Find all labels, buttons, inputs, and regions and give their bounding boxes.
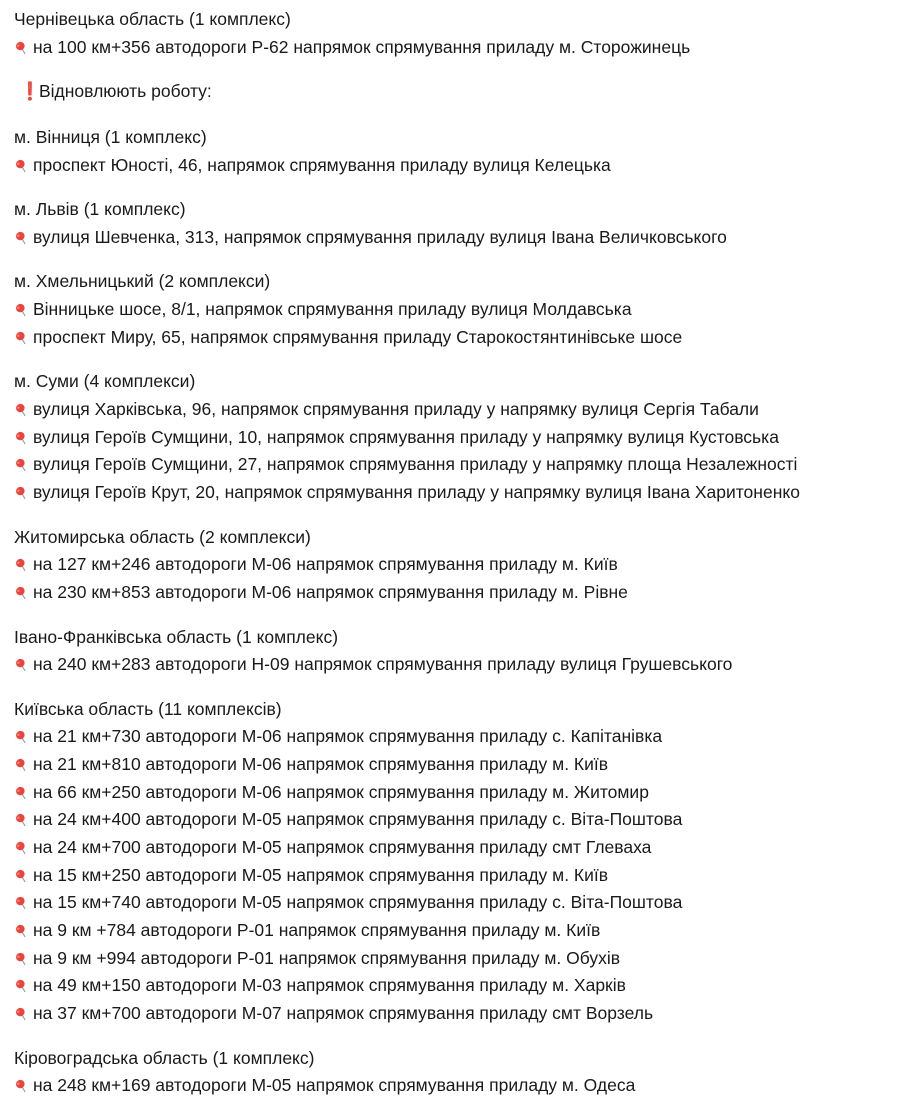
round-pushpin-icon: [14, 978, 33, 996]
region-block: [14, 624, 891, 679]
location-text: на 9 км +994 автодороги Р-01 напрямок спрямування приладу м. Обухів: [33, 947, 621, 968]
title-text: Кіровоградська область (1 комплекс): [14, 1047, 315, 1068]
location-item: [14, 396, 891, 424]
round-pushpin-icon: [14, 895, 33, 913]
region-block: [14, 524, 891, 607]
round-pushpin-icon: [14, 840, 33, 858]
region-title: [14, 624, 891, 652]
location-item: [14, 779, 891, 807]
location-text: проспект Миру, 65, напрямок спрямування приладу Старокостянтинівське шосе: [33, 326, 683, 347]
location-text: вулиця Героїв Сумщини, 10, напрямок спрямування приладу у напрямку вулиця Кустовська: [33, 426, 779, 447]
title-text: Відновлюють роботу:: [39, 81, 212, 102]
round-pushpin-icon: [14, 812, 33, 830]
region-block: [14, 6, 891, 61]
location-item: [14, 834, 891, 862]
round-pushpin-icon: [14, 785, 33, 803]
round-pushpin-icon: [14, 1078, 33, 1096]
title-text: м. Суми (4 комплекси): [14, 371, 196, 392]
location-text: вулиця Героїв Сумщини, 27, напрямок спрямування приладу у напрямку площа Незалежності: [33, 454, 798, 475]
region-title: [14, 196, 891, 224]
location-text: на 100 км+356 автодороги Р-62 напрямок спрямування приладу м. Сторожинець: [33, 36, 691, 57]
block-spacer: [14, 607, 891, 624]
region-title: [14, 6, 891, 34]
title-text: м. Хмельницький (2 комплекси): [14, 271, 271, 292]
location-item: [14, 862, 891, 890]
round-pushpin-icon: [14, 868, 33, 886]
location-text: на 15 км+740 автодороги М-05 напрямок спрямування приладу с. Віта-Поштова: [33, 892, 683, 913]
location-text: на 240 км+283 автодороги Н-09 напрямок спрямування приладу вулиця Грушевського: [33, 654, 733, 675]
location-item: [14, 324, 891, 352]
location-text: на 24 км+700 автодороги М-05 напрямок спрямування приладу смт Глеваха: [33, 837, 652, 858]
block-spacer: [14, 1028, 891, 1045]
location-item: [14, 889, 891, 917]
location-text: на 9 км +784 автодороги Р-01 напрямок спрямування приладу м. Київ: [33, 919, 601, 940]
round-pushpin-icon: [14, 923, 33, 941]
location-text: вулиця Героїв Крут, 20, напрямок спрямування приладу у напрямку вулиця Івана Харитоненко: [33, 481, 800, 502]
location-text: на 49 км+150 автодороги М-03 напрямок спрямування приладу м. Харків: [33, 975, 626, 996]
round-pushpin-icon: [14, 430, 33, 448]
location-item: [14, 1072, 891, 1100]
location-item: [14, 751, 891, 779]
round-pushpin-icon: [14, 757, 33, 775]
block-spacer: [14, 179, 891, 196]
location-item: [14, 945, 891, 973]
region-block: [14, 1045, 891, 1100]
location-text: вулиця Харківська, 96, напрямок спрямування приладу у напрямку вулиця Сергія Табали: [33, 399, 759, 420]
block-spacer: [14, 507, 891, 524]
title-text: м. Вінниця (1 комплекс): [14, 126, 207, 147]
location-text: на 21 км+810 автодороги М-06 напрямок спрямування приладу м. Київ: [33, 754, 609, 775]
location-text: на 66 км+250 автодороги М-06 напрямок спрямування приладу м. Житомир: [33, 781, 649, 802]
block-spacer: [14, 61, 891, 78]
round-pushpin-icon: [14, 402, 33, 420]
location-text: на 24 км+400 автодороги М-05 напрямок спрямування приладу с. Віта-Поштова: [33, 809, 683, 830]
location-item: [14, 917, 891, 945]
exclamation-mark-icon: ❗: [19, 82, 41, 103]
region-title: [14, 368, 891, 396]
location-text: на 15 км+250 автодороги М-05 напрямок спрямування приладу м. Київ: [33, 864, 609, 885]
title-text: Житомирська область (2 комплекси): [14, 526, 311, 547]
title-text: м. Львів (1 комплекс): [14, 199, 186, 220]
block-spacer: [14, 251, 891, 268]
round-pushpin-icon: [14, 40, 33, 58]
location-text: проспект Юності, 46, напрямок спрямування приладу вулиця Келецька: [33, 154, 611, 175]
location-item: [14, 479, 891, 507]
location-text: Вінницьке шосе, 8/1, напрямок спрямування приладу вулиця Молдавська: [33, 299, 632, 320]
round-pushpin-icon: [14, 230, 33, 248]
location-item: [14, 551, 891, 579]
round-pushpin-icon: [14, 951, 33, 969]
round-pushpin-icon: [14, 729, 33, 747]
block-spacer: [14, 107, 891, 124]
location-item: [14, 723, 891, 751]
location-item: [14, 296, 891, 324]
round-pushpin-icon: [14, 657, 33, 675]
location-text: на 37 км+700 автодороги М-07 напрямок спрямування приладу смт Ворзель: [33, 1002, 654, 1023]
round-pushpin-icon: [14, 158, 33, 176]
location-item: [14, 579, 891, 607]
region-block: [14, 268, 891, 351]
location-item: [14, 34, 891, 62]
region-title: [14, 268, 891, 296]
title-text: Чернівецька область (1 комплекс): [14, 9, 291, 29]
location-item: [14, 651, 891, 679]
region-block: [14, 124, 891, 179]
region-block: [14, 696, 891, 1028]
region-title: [14, 124, 891, 152]
location-item: [14, 451, 891, 479]
location-item: [14, 224, 891, 252]
location-item: [14, 1000, 891, 1028]
location-item: [14, 152, 891, 180]
location-item: [14, 806, 891, 834]
round-pushpin-icon: [14, 302, 33, 320]
round-pushpin-icon: [14, 485, 33, 503]
block-spacer: [14, 679, 891, 696]
location-item: [14, 424, 891, 452]
content-container: [14, 6, 891, 1100]
location-item: [14, 972, 891, 1000]
region-title: [14, 696, 891, 724]
block-spacer: [14, 351, 891, 368]
notice-title: [14, 78, 891, 107]
round-pushpin-icon: [14, 585, 33, 603]
title-text: Івано-Франківська область (1 комплекс): [14, 626, 339, 647]
location-text: на 230 км+853 автодороги М-06 напрямок спрямування приладу м. Рівне: [33, 581, 628, 602]
title-text: Київська область (11 комплексів): [14, 698, 282, 719]
round-pushpin-icon: [14, 330, 33, 348]
region-title: [14, 524, 891, 552]
region-block: [14, 368, 891, 506]
round-pushpin-icon: [14, 457, 33, 475]
notice-block: [14, 78, 891, 107]
location-text: на 21 км+730 автодороги М-06 напрямок спрямування приладу с. Капітанівка: [33, 726, 663, 747]
location-text: на 127 км+246 автодороги М-06 напрямок спрямування приладу м. Київ: [33, 554, 618, 575]
round-pushpin-icon: [14, 557, 33, 575]
region-title: [14, 1045, 891, 1073]
round-pushpin-icon: [14, 1006, 33, 1024]
region-block: [14, 196, 891, 251]
location-text: вулиця Шевченка, 313, напрямок спрямування приладу вулиця Івана Величковського: [33, 226, 727, 247]
location-text: на 248 км+169 автодороги М-05 напрямок спрямування приладу м. Одеса: [33, 1075, 636, 1096]
